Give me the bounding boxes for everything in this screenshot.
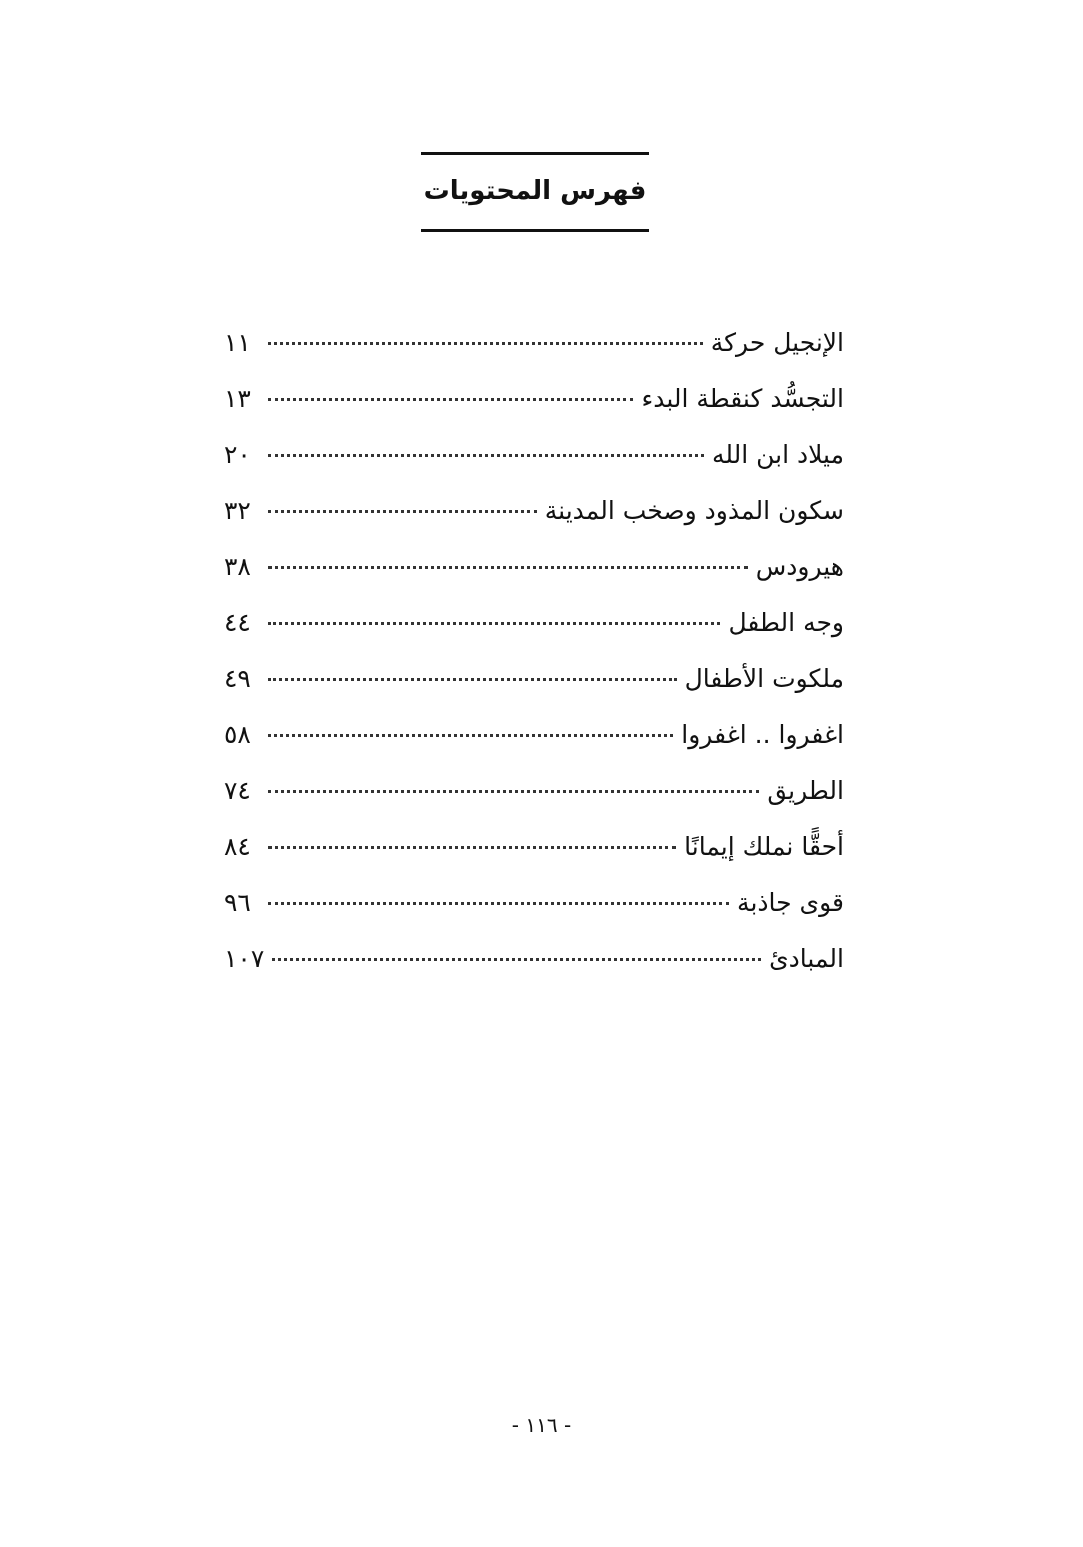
toc-entry-label: وجه الطفل <box>728 608 844 637</box>
toc-leader-dots <box>268 510 537 513</box>
toc-entry-label: ملكوت الأطفال <box>684 664 844 693</box>
toc-entry-page: ١٠٧ <box>224 944 265 973</box>
toc-leader-dots <box>268 622 720 625</box>
toc-entry-page: ٣٨ <box>224 552 251 581</box>
toc-entry-label: سكون المذود وصخب المدينة <box>544 496 844 525</box>
toc-entry-label: ميلاد ابن الله <box>711 440 844 469</box>
toc-entry[interactable] <box>224 934 844 990</box>
toc-entry[interactable] <box>224 542 844 598</box>
toc-entry-label: التجسُّد كنقطة البدء <box>641 384 844 413</box>
toc-entry[interactable] <box>224 710 844 766</box>
toc-entry-page: ٤٩ <box>224 664 251 693</box>
toc-entry-page: ٧٤ <box>224 776 251 805</box>
toc-entry-label: الإنجيل حركة <box>710 328 844 357</box>
toc-entry-page: ٩٦ <box>224 888 251 917</box>
toc-leader-dots <box>268 342 703 345</box>
toc-entry-page: ٢٠ <box>224 440 251 469</box>
toc-entry-page: ٣٢ <box>224 496 251 525</box>
toc-entry-page: ٤٤ <box>224 608 251 637</box>
toc-entry[interactable] <box>224 318 844 374</box>
title-top-rule <box>421 152 649 155</box>
toc-entry[interactable] <box>224 486 844 542</box>
toc-entry[interactable] <box>224 878 844 934</box>
title-block <box>421 152 649 234</box>
toc-leader-dots <box>268 790 759 793</box>
toc-entry[interactable] <box>224 654 844 710</box>
toc-entry-label: هيرودس <box>755 552 844 581</box>
toc-entry[interactable] <box>224 766 844 822</box>
toc-leader-dots <box>268 734 673 737</box>
toc-leader-dots <box>272 958 761 961</box>
toc-entry-page: ١١ <box>224 328 251 357</box>
toc-entry-label: اغفروا .. اغفروا <box>681 720 844 749</box>
toc-entry-label: المبادئ <box>769 944 844 973</box>
toc-entry-label: قوى جاذبة <box>737 888 844 917</box>
toc-entry[interactable] <box>224 822 844 878</box>
toc-leader-dots <box>268 566 748 569</box>
toc-leader-dots <box>268 454 704 457</box>
toc-entry-page: ٥٨ <box>224 720 251 749</box>
toc-leader-dots <box>268 902 729 905</box>
table-of-contents <box>224 318 844 990</box>
toc-leader-dots <box>268 846 676 849</box>
page-title: فهرس المحتويات <box>423 176 647 206</box>
toc-entry-page: ٨٤ <box>224 832 251 861</box>
title-bottom-rule <box>421 229 649 232</box>
toc-entry-label: أحقًّا نملك إيمانًا <box>684 832 844 861</box>
page-number: - ١١٦ - <box>511 1413 572 1437</box>
toc-entry[interactable] <box>224 430 844 486</box>
toc-leader-dots <box>268 678 677 681</box>
toc-entry[interactable] <box>224 374 844 430</box>
toc-leader-dots <box>268 398 633 401</box>
toc-entry-label: الطريق <box>767 776 844 805</box>
toc-entry[interactable] <box>224 598 844 654</box>
toc-entry-page: ١٣ <box>224 384 251 413</box>
